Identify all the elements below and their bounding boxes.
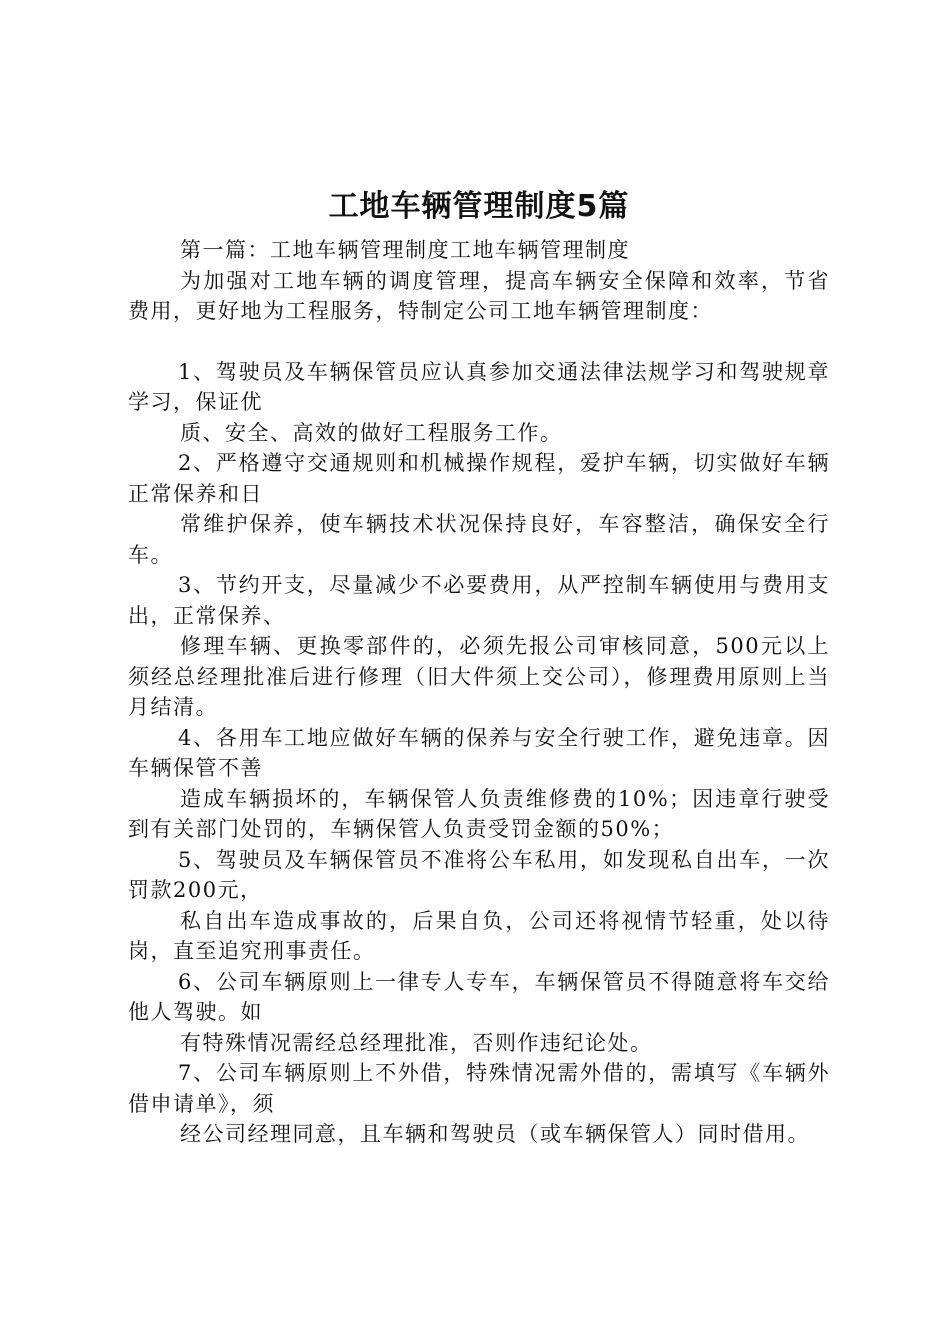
paragraph-rule-1-cont: 质、安全、高效的做好工程服务工作。 [180, 420, 563, 445]
paragraph-rule-6-cont: 有特殊情况需经总经理批准，否则作违纪论处。 [180, 1030, 653, 1055]
document-title: 工地车辆管理制度5篇 [328, 189, 630, 224]
paragraph-rule-3: 3、节约开支，尽量减少不必要费用，从严控制车辆使用与费用支出，正常保养、 [128, 573, 830, 628]
paragraph-rule-5-cont: 私自出车造成事故的，后果自负，公司还将视情节轻重，处以待岗，直至追究刑事责任。 [128, 908, 830, 963]
paragraph-intro: 为加强对工地车辆的调度管理，提高车辆安全保障和效率，节省费用，更好地为工程服务，特制定公司工地车辆管理制度： [128, 268, 830, 323]
paragraph-rule-4: 4、各用车工地应做好车辆的保养与安全行驶工作，避免违章。因车辆保管不善 [128, 725, 830, 780]
paragraph-rule-2: 2、严格遵守交通规则和机械操作规程，爱护车辆，切实做好车辆正常保养和日 [128, 451, 830, 506]
paragraph-rule-2-cont: 常维护保养，使车辆技术状况保持良好，车容整洁，确保安全行车。 [128, 512, 830, 567]
document-page [128, 183, 830, 1150]
paragraph-rule-6: 6、公司车辆原则上一律专人专车，车辆保管员不得随意将车交给他人驾驶。如 [128, 969, 830, 1024]
paragraph-rule-4-cont: 造成车辆损坏的，车辆保管人负责维修费的10%；因违章行驶受到有关部门处罚的，车辆保管人负责受罚金额的50%； [128, 786, 830, 841]
paragraph-rule-3-cont: 修理车辆、更换零部件的，必须先报公司审核同意，500元以上须经总经理批准后进行修理（旧大件须上交公司），修理费用原则上当月结清。 [128, 634, 830, 719]
paragraph-spacer [128, 327, 830, 357]
paragraph-rule-7: 7、公司车辆原则上不外借，特殊情况需外借的，需填写《车辆外借申请单》，须 [128, 1061, 830, 1116]
paragraph-rule-5: 5、驾驶员及车辆保管员不准将公车私用，如发现私自出车，一次罚款200元， [128, 847, 830, 902]
paragraph-section-heading: 第一篇：工地车辆管理制度工地车辆管理制度 [180, 238, 630, 262]
paragraph-rule-7-cont: 经公司经理同意，且车辆和驾驶员（或车辆保管人）同时借用。 [180, 1122, 810, 1146]
paragraph-rule-1: 1、驾驶员及车辆保管员应认真参加交通法律法规学习和驾驶规章学习，保证优 [128, 359, 830, 414]
